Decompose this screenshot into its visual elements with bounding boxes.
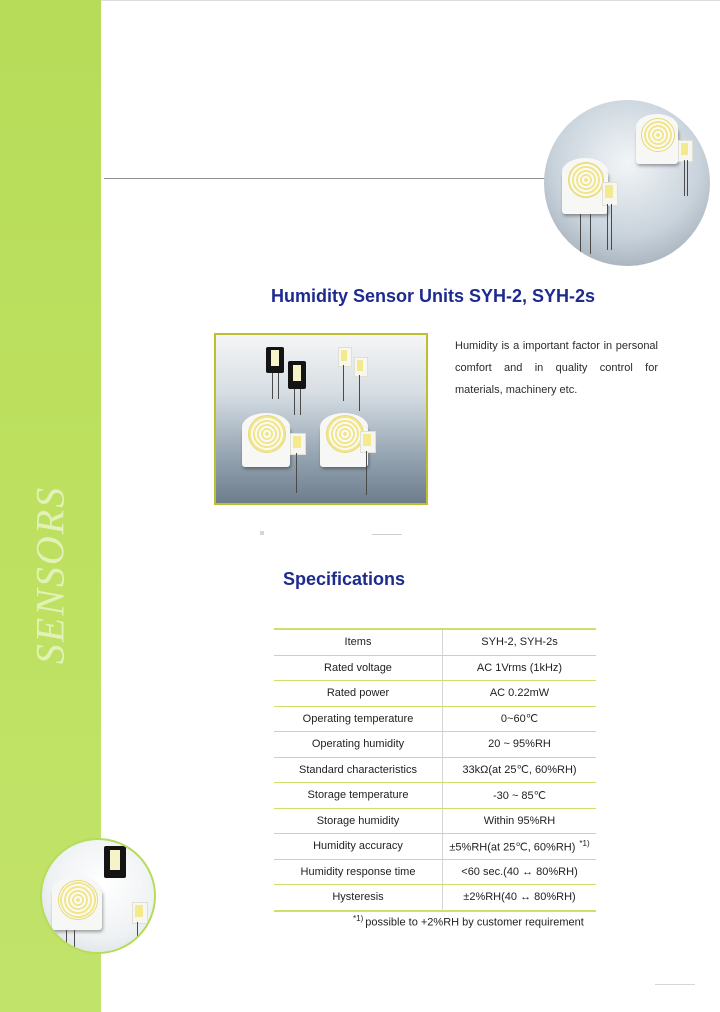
spec-value-text: 0~60℃ [500, 713, 539, 726]
spec-value [443, 808, 597, 834]
footnote [353, 914, 584, 929]
spec-note-mark: *1) [579, 838, 590, 848]
decor-dash [372, 534, 402, 535]
chip-window [110, 850, 120, 870]
table-row [274, 859, 596, 885]
spec-value [443, 655, 597, 681]
table-row [274, 655, 596, 681]
sensor-chip-core [293, 436, 301, 448]
spec-value-text: 33kΩ(at 25℃, 60%RH) [462, 764, 577, 777]
sensor-lead [580, 214, 581, 254]
spec-item: Operating temperature [274, 706, 443, 732]
sensor-chip-core [135, 905, 143, 917]
header-model: SYH-2, SYH-2s [443, 629, 597, 655]
chip-window [293, 365, 301, 381]
spec-value [443, 681, 597, 707]
spec-value-text: -30 ~ 85℃ [492, 789, 547, 802]
product-intro: Humidity is a important factor in personal comfort and in quality control for materials, machinery etc. [455, 340, 658, 396]
table-row [274, 732, 596, 758]
sensor-chip-core [357, 360, 363, 371]
table-row [274, 783, 596, 809]
spec-item: Storage temperature [274, 783, 443, 809]
sensor-lead [366, 451, 367, 495]
specifications-table [274, 628, 596, 912]
spec-value [443, 706, 597, 732]
sensor-grill [641, 118, 675, 152]
table-row [274, 681, 596, 707]
sensor-grill [58, 880, 98, 920]
sensor-lead [74, 930, 75, 954]
chip-window [271, 350, 279, 366]
spec-value [443, 859, 597, 885]
decor-dot [260, 531, 264, 535]
spec-item: Humidity response time [274, 859, 443, 885]
spec-item: Rated voltage [274, 655, 443, 681]
table-row [274, 757, 596, 783]
table-row [274, 885, 596, 911]
sensor-lead [687, 160, 688, 196]
header-product-photo [544, 100, 710, 266]
spec-value-text: ±2%RH(40 ↔ 80%RH) [463, 891, 576, 904]
spec-item: Operating humidity [274, 732, 443, 758]
sensor-lead [300, 389, 301, 415]
sensor-chip-core [681, 143, 688, 155]
spec-value-text: 20 ~ 95%RH [488, 738, 551, 751]
sensor-lead [272, 373, 273, 399]
spec-item: Storage humidity [274, 808, 443, 834]
spec-value-text: AC 1Vrms (1kHz) [476, 661, 563, 674]
top-rule [101, 0, 720, 1]
spec-item: Rated power [274, 681, 443, 707]
header-divider [104, 178, 550, 179]
spec-item: Humidity accuracy [274, 834, 443, 860]
corner-mark [655, 984, 695, 985]
table-row [274, 808, 596, 834]
sensor-lead [359, 375, 360, 411]
spec-value-text: Within 95%RH [483, 814, 556, 827]
spec-value [443, 757, 597, 783]
spec-value [443, 732, 597, 758]
product-photo [214, 333, 428, 505]
sensor-grill [248, 415, 286, 453]
table-header-row [274, 629, 596, 655]
sensor-chip-core [341, 350, 347, 361]
sidebar-label: SENSORS [27, 485, 73, 665]
spec-value [443, 885, 597, 911]
spec-item: Hysteresis [274, 885, 443, 911]
header-items: Items [274, 629, 443, 655]
spec-value-text: <60 sec.(40 ↔ 80%RH) [461, 865, 578, 878]
specifications-title: Specifications [283, 569, 406, 589]
sensor-lead [684, 160, 685, 196]
sensor-chip-core [605, 185, 613, 198]
sensor-grill [568, 162, 604, 198]
table-row [274, 706, 596, 732]
sensor-lead [607, 204, 608, 250]
spec-item: Standard characteristics [274, 757, 443, 783]
sensor-lead [296, 453, 297, 493]
footnote-text: possible to +2%RH by customer requirement [365, 916, 584, 929]
corner-product-photo [40, 838, 156, 954]
sensor-lead [590, 214, 591, 254]
sensor-lead [611, 204, 612, 250]
product-title: Humidity Sensor Units SYH-2, SYH-2s [271, 286, 596, 306]
sensor-lead [137, 922, 138, 952]
sensor-lead [66, 930, 67, 954]
sensor-lead [343, 365, 344, 401]
spec-value [443, 834, 597, 860]
sensor-lead [278, 373, 279, 399]
spec-value [443, 783, 597, 809]
spec-value-text: AC 0.22mW [489, 687, 550, 700]
footnote-mark: *1) [353, 914, 364, 923]
spec-value-text: ±5%RH(at 25℃, 60%RH) [449, 841, 576, 854]
sensor-chip-core [363, 434, 371, 446]
table-row [274, 834, 596, 860]
sensor-lead [294, 389, 295, 415]
sensor-grill [326, 415, 364, 453]
